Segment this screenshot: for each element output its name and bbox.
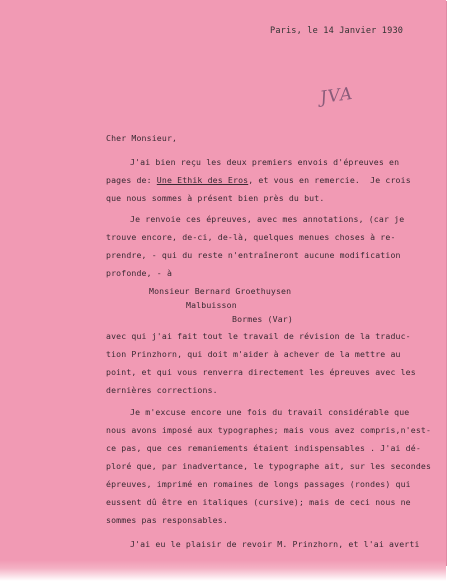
salutation: Cher Monsieur, xyxy=(106,133,178,143)
paragraph-4-line-1: Je m'excuse encore une fois du travail considérable que xyxy=(130,407,410,417)
text-fragment: , et vous en remercie. Je crois xyxy=(248,175,411,185)
paragraph-3-line-4: dernières corrections. xyxy=(106,385,218,395)
book-title: Une Ethik des Eros xyxy=(156,175,249,185)
letter-date: Paris, le 14 Janvier 1930 xyxy=(270,26,404,36)
paragraph-4-line-4: ploré que, par inadvertance, le typographe ait, sur les secondes xyxy=(106,461,432,471)
paragraph-1-line-2 xyxy=(106,175,411,185)
paragraph-4-line-6: eussent dû être en italiques (cursive); mais de ceci nous ne xyxy=(106,497,411,507)
paragraph-4-line-3: ce pas, que ces remaniements étaient indispensables . J'ai dé- xyxy=(106,443,421,453)
paragraph-1-line-3: que nous sommes à présent bien près du but. xyxy=(106,193,325,203)
address-place: Malbuisson xyxy=(186,300,237,310)
address-city: Bormes (Var) xyxy=(232,314,293,324)
paragraph-2-line-1: Je renvoie ces épreuves, avec mes annotations, (car je xyxy=(130,214,405,224)
address-name: Monsieur Bernard Groethuysen xyxy=(149,286,292,296)
paragraph-3-line-3: point, et qui vous renverra directement les épreuves avec les xyxy=(106,367,416,377)
paragraph-4-line-2: nous avons imposé aux typographes; mais vous avez compris,n'est- xyxy=(106,425,432,435)
text-fragment: pages de: xyxy=(106,175,157,185)
paragraph-4-line-5: épreuves, imprimé en romaines de longs passages (rondes) qui xyxy=(106,479,411,489)
paragraph-2-line-3: prendre, - qui du reste n'entraîneront aucune modification xyxy=(106,250,401,260)
paragraph-3-line-2: tion Prinzhorn, qui doit m'aider à achever de la mettre au xyxy=(106,349,401,359)
paragraph-1-line-1: J'ai bien reçu les deux premiers envois d'épreuves en xyxy=(130,157,400,167)
paragraph-4-line-7: sommes pas responsables. xyxy=(106,515,228,525)
paragraph-5-line-1: J'ai eu le plaisir de revoir M. Prinzhorn, et l'ai averti xyxy=(130,539,420,549)
handwritten-annotation: JVA xyxy=(318,83,355,109)
paragraph-2-line-2: trouve encore, de-ci, de-là, quelques menues choses à re- xyxy=(106,232,396,242)
paragraph-3-line-1: avec qui j'ai fait tout le travail de révision de la traduc- xyxy=(106,331,411,341)
paper-edge xyxy=(0,560,446,581)
paragraph-2-line-4: profonde, - à xyxy=(106,268,173,278)
